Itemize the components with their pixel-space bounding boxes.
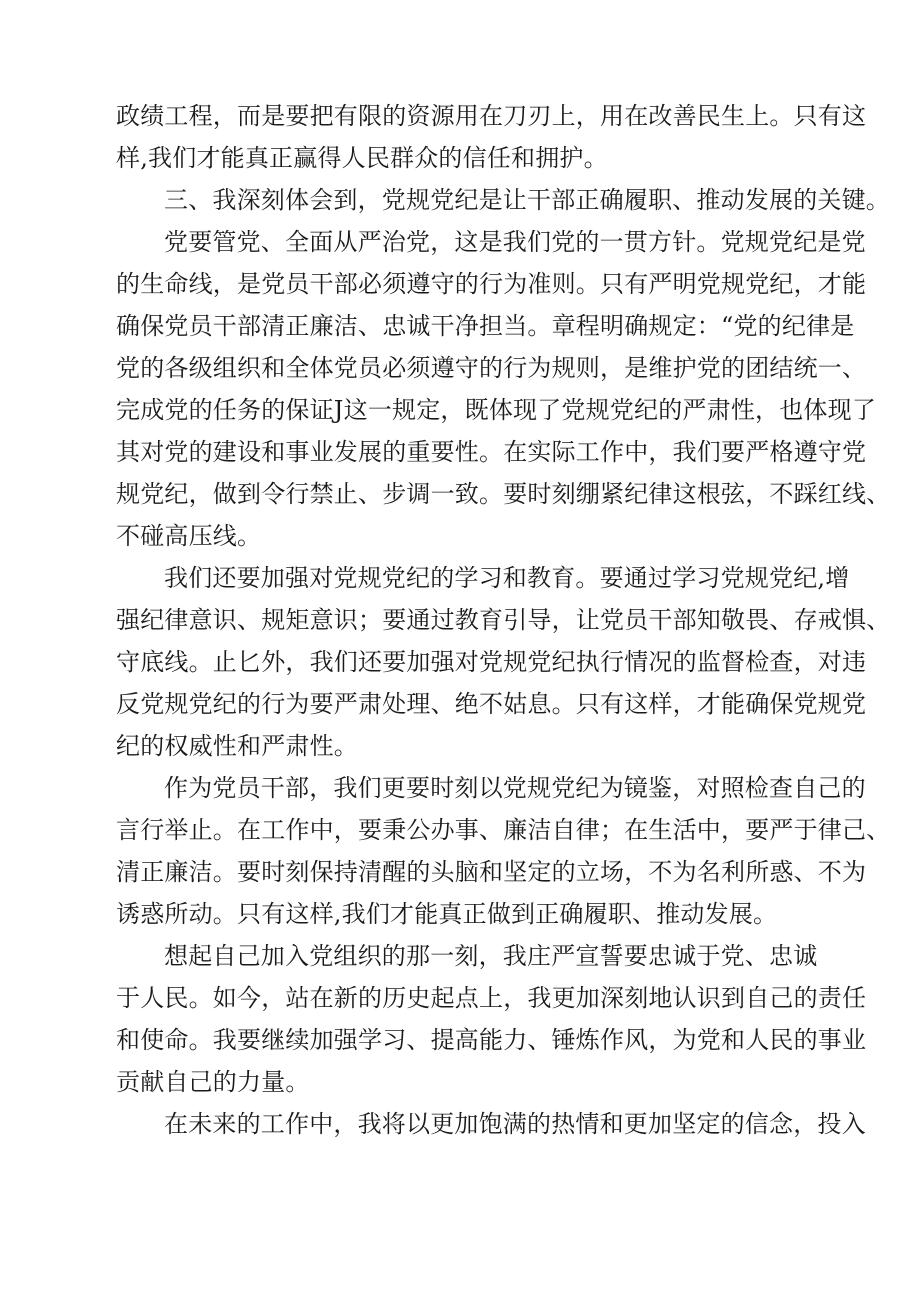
text-line: 在未来的工作中，我将以更加饱满的热情和更加坚定的信念，投入: [164, 1110, 866, 1138]
text-line: 完成党的任务的保证J这一规定，既体现了党规党纪的严肃性，也体现了: [116, 396, 877, 424]
text-line: 想起自己加入党组织的那一刻，我庄严宣誓要忠诚于党、忠诚: [164, 942, 818, 970]
text-line: 的生命线，是党员干部必须遵守的行为准则。只有严明党规党纪，才能: [116, 270, 867, 298]
text-line: 诱惑所动。只有这样,我们才能真正做到正确履职、推动发展。: [116, 900, 778, 928]
text-line: 党要管党、全面从严治党，这是我们党的一贯方针。党规党纪是党: [164, 228, 866, 256]
text-line: 政绩工程，而是要把有限的资源用在刀刃上，用在改善民生上。只有这: [116, 102, 867, 130]
text-line: 样,我们才能真正赢得人民群众的信任和拥护。: [116, 144, 608, 172]
paragraph-4: [116, 557, 891, 767]
text-line: 强纪律意识、规矩意识；要通过教育引导，让党员干部知敬畏、存戒惧、: [116, 606, 891, 634]
text-line: 贡献自己的力量。: [116, 1068, 310, 1096]
text-line: 三、我深刻体会到，党规党纪是让干部正确履职、推动发展的关键。: [164, 186, 890, 214]
text-line: 确保党员干部清正廉洁、忠诚干净担当。章程明确规定：“党的纪律是: [116, 312, 855, 340]
text-line: 规党纪，做到令行禁止、步调一致。要时刻绷紧纪律这根弦，不踩红线、: [116, 480, 891, 508]
text-line: 反党规党纪的行为要严肃处理、绝不姑息。只有这样，才能确保党规党: [116, 690, 867, 718]
paragraph-6: [116, 935, 867, 1103]
text-line: 作为党员干部，我们更要时刻以党规党纪为镜鉴，对照检查自己的: [164, 774, 866, 802]
text-line: 于人民。如今，站在新的历史起点上，我更加深刻地认识到自己的责任: [116, 984, 867, 1012]
text-line: 其对党的建设和事业发展的重要性。在实际工作中，我们要严格遵守党: [116, 438, 867, 466]
paragraph-1: [116, 95, 867, 179]
text-line: 党的各级组织和全体党员必须遵守的行为规则，是维护党的团结统一、: [116, 354, 867, 382]
text-line: 我们还要加强对党规党纪的学习和教育。要通过学习党规党纪,增: [164, 564, 850, 592]
text-line: 守底线。止匕外，我们还要加强对党规党纪执行情况的监督检查，对违: [116, 648, 867, 676]
paragraph-7: [116, 1103, 866, 1145]
text-line: 不碰高压线。: [116, 522, 262, 550]
text-line: 言行举止。在工作中，要秉公办事、廉洁自律；在生活中，要严于律己、: [116, 816, 891, 844]
text-line: 和使命。我要继续加强学习、提高能力、锤炼作风，为党和人民的事业: [116, 1026, 867, 1054]
section-heading: [116, 179, 890, 221]
paragraph-3: [116, 221, 891, 557]
text-line: 清正廉洁。要时刻保持清醒的头脑和坚定的立场，不为名利所惑、不为: [116, 858, 867, 886]
text-line: 纪的权威性和严肃性。: [116, 732, 358, 760]
paragraph-5: [116, 767, 891, 935]
